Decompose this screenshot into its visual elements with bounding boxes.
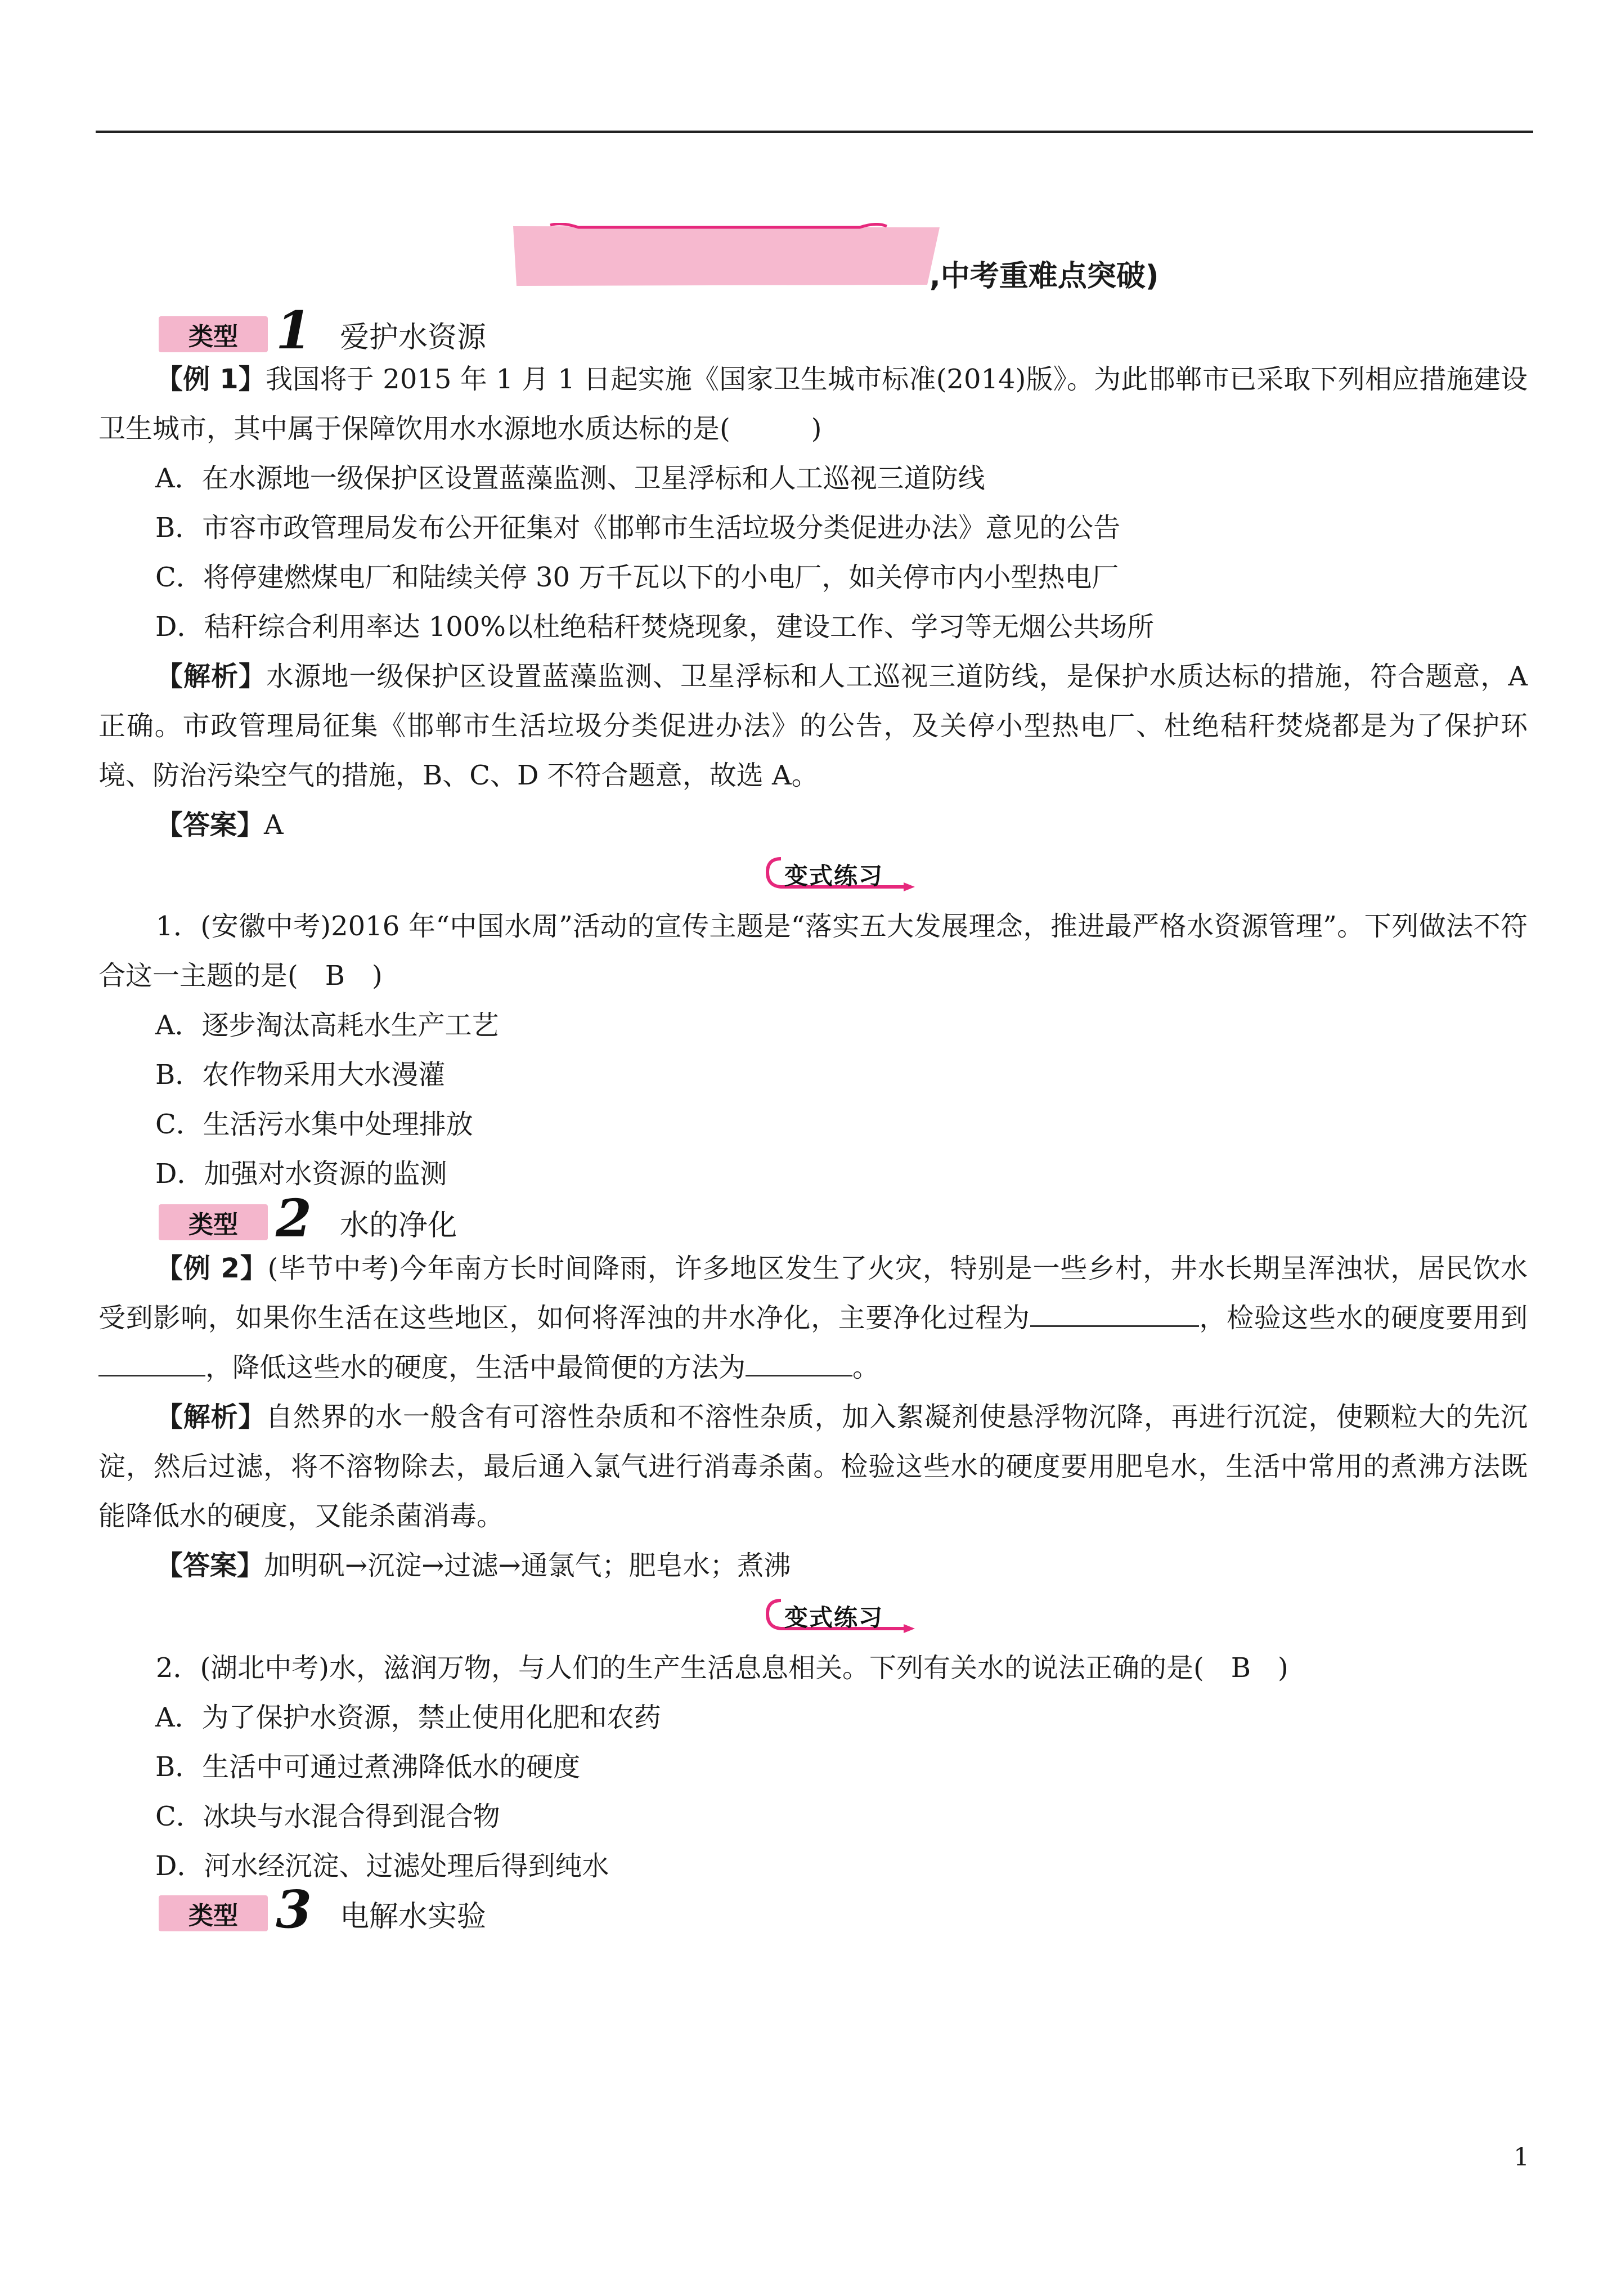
analysis-text: 水源地一级保护区设置蓝藻监测、卫星浮标和人工巡视三道防线，是保护水质达标的措施，符合题意，A 正确。市政管理局征集《邯郸市生活垃圾分类促进办法》的公告，及关停小型热电厂、杜绝秸秆焚烧都是为了保护环境、防治污染空气的措施，B、C、D 不符合题意，故选 A。 — [98, 661, 1528, 791]
example-2-analysis — [98, 1392, 1528, 1541]
option-b: B．市容市政管理局发布公开征集对《邯郸市生活垃圾分类促进办法》意见的公告 — [155, 512, 1121, 544]
answer-blank — [1030, 1303, 1199, 1327]
option-c: C．冰块与水混合得到混合物 — [155, 1801, 500, 1832]
example-2-answer — [98, 1541, 1528, 1590]
example-tag: 【例 1】 — [156, 364, 266, 395]
analysis-tag: 【解析】 — [156, 1401, 266, 1433]
section-title: ,中考重难点突破) — [930, 259, 1159, 293]
variant-practice-tag — [765, 854, 923, 895]
type-number: 3 — [276, 1879, 312, 1940]
answer-tag: 【答案】 — [156, 809, 264, 841]
option-c: C．将停建燃煤电厂和陆续关停 30 万千瓦以下的小电厂，如关停市内小型热电厂 — [155, 562, 1119, 593]
type-number: 2 — [276, 1188, 312, 1249]
variant-practice-tag — [765, 1596, 923, 1636]
type-badge: 类型 — [159, 1204, 268, 1240]
example-stem-text: 我国将于 2015 年 1 月 1 日起实施《国家卫生城市标准(2014)版》。为此邯郸市已采取下列相应措施建设卫生城市，其中属于保障饮用水水源地水质达标的是( ) — [98, 364, 1528, 445]
variant-label: 变式练习 — [784, 862, 884, 890]
type-badge: 类型 — [159, 316, 268, 352]
analysis-tag: 【解析】 — [156, 661, 267, 692]
type-number: 1 — [276, 300, 312, 361]
example-1-analysis — [98, 652, 1528, 800]
type-heading-1 — [159, 300, 487, 361]
example-1-stem — [98, 355, 1528, 454]
answer-blank — [98, 1352, 205, 1376]
type-title: 电解水实验 — [340, 1899, 487, 1934]
type-heading-2 — [159, 1188, 457, 1249]
type-title: 水的净化 — [340, 1208, 457, 1243]
option-d: D．秸秆综合利用率达 100%以杜绝秸秆焚烧现象，建设工作、学习等无烟公共场所 — [155, 611, 1154, 643]
example-1-answer — [98, 800, 1528, 850]
section-banner — [511, 223, 944, 286]
type-title: 爱护水资源 — [340, 320, 487, 355]
answer-tag: 【答案】 — [156, 1550, 264, 1581]
option-b: B．生活中可通过煮沸降低水的硬度 — [155, 1751, 581, 1783]
option-d: D．加强对水资源的监测 — [155, 1158, 447, 1190]
answer-blank — [746, 1352, 852, 1376]
example-tag: 【例 2】 — [156, 1253, 268, 1284]
analysis-text: 自然界的水一般含有可溶性杂质和不溶性杂质，加入絮凝剂使悬浮物沉降，再进行沉淀，使颗粒大的先沉淀，然后过滤，将不溶物除去，最后通入氯气进行消毒杀菌。检验这些水的硬度要用肥皂水，生活中常用的煮沸方法既能降低水的硬度，又能杀菌消毒。 — [98, 1401, 1528, 1532]
answer-text: A — [264, 809, 284, 841]
example-stem-text: (毕节中考)今年南方长时间降雨，许多地区发生了火灾，特别是一些乡村，井水长期呈浑浊状，居民饮水受到影响，如果你生活在这些地区，如何将浑浊的井水净化，主要净化过程为 — [98, 1253, 1528, 1334]
header-rule — [96, 131, 1533, 133]
question-2-stem: 2．(湖北中考)水，滋润万物，与人们的生产生活息息相关。下列有关水的说法正确的是( B ) — [156, 1652, 1288, 1684]
type-badge: 类型 — [159, 1895, 268, 1931]
option-a: A．为了保护水资源，禁止使用化肥和农药 — [155, 1702, 661, 1733]
question-1-stem: 1．(安徽中考)2016 年“中国水周”活动的宣传主题是“落实五大发展理念，推进最严格水资源管理”。下列做法不符合这一主题的是( B ) — [98, 911, 1528, 992]
example-stem-text: ，降低这些水的硬度，生活中最简便的方法为 — [205, 1352, 746, 1383]
variant-label: 变式练习 — [784, 1604, 884, 1631]
option-a: A．在水源地一级保护区设置蓝藻监测、卫星浮标和人工巡视三道防线 — [155, 463, 985, 494]
example-2-stem — [98, 1244, 1528, 1392]
page-number: 1 — [1514, 2143, 1529, 2172]
example-stem-text: ，检验这些水的硬度要用到 — [1198, 1302, 1528, 1334]
option-c: C．生活污水集中处理排放 — [155, 1109, 473, 1140]
option-d: D．河水经沉淀、过滤处理后得到纯水 — [155, 1850, 609, 1882]
example-stem-text: 。 — [852, 1352, 880, 1383]
option-b: B．农作物采用大水漫灌 — [155, 1059, 446, 1091]
type-heading-3 — [159, 1879, 487, 1940]
option-a: A．逐步淘汰高耗水生产工艺 — [155, 1010, 499, 1041]
answer-text: 加明矾→沉淀→过滤→通氯气；肥皂水；煮沸 — [264, 1550, 791, 1581]
